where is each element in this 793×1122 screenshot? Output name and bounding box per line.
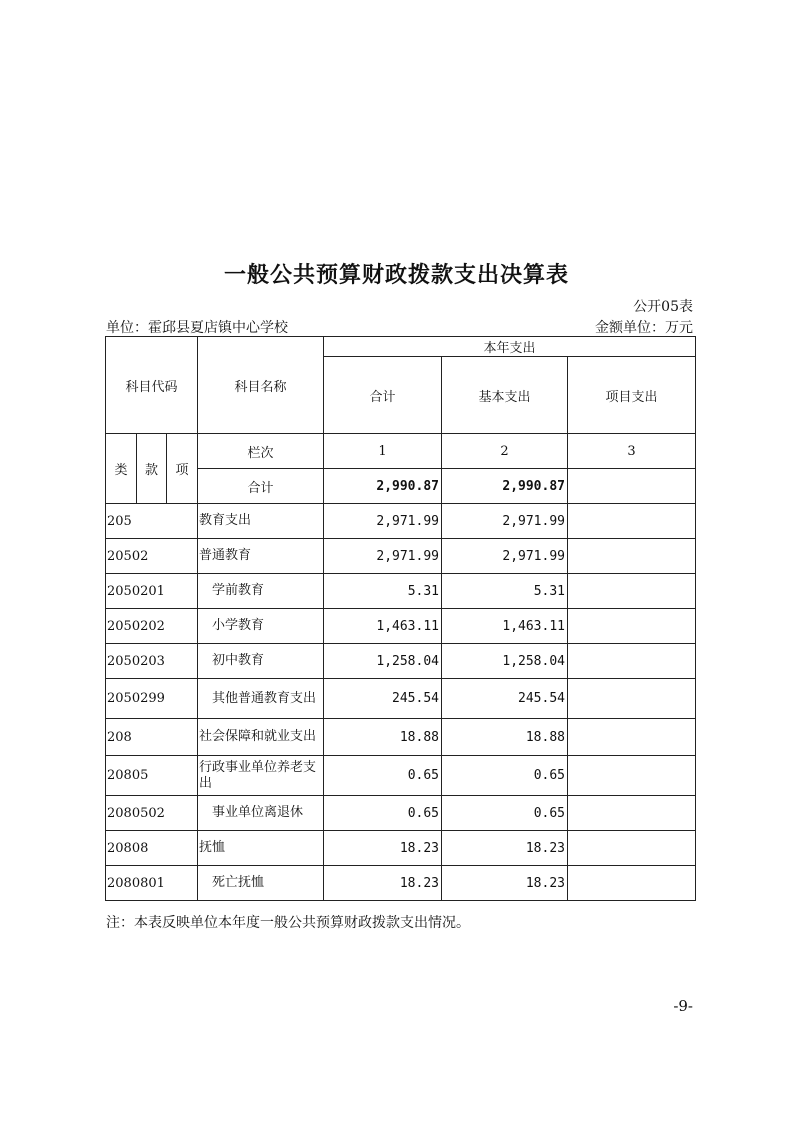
row-basic: 245.54 (442, 679, 568, 719)
row-basic: 18.88 (442, 719, 568, 756)
row-code: 2080801 (106, 866, 198, 901)
expenditure-table (105, 336, 696, 901)
row-code: 208 (106, 719, 198, 756)
header-project: 项目支出 (568, 357, 696, 434)
row-name: 事业单位离退休 (198, 796, 324, 831)
row-code: 2050202 (106, 609, 198, 644)
table-row (106, 539, 696, 574)
row-total: 18.23 (324, 866, 442, 901)
table-note: 注：本表反映单位本年度一般公共预算财政拨款支出情况。 (106, 915, 470, 931)
table-row (106, 866, 696, 901)
row-basic: 18.23 (442, 866, 568, 901)
row-name: 学前教育 (198, 574, 324, 609)
table-row (106, 609, 696, 644)
row-name: 行政事业单位养老支出 (198, 756, 324, 796)
header-current-year: 本年支出 (324, 337, 696, 357)
table-row (106, 756, 696, 796)
row-basic: 0.65 (442, 756, 568, 796)
row-project (568, 866, 696, 901)
table-row (106, 574, 696, 609)
row-basic: 5.31 (442, 574, 568, 609)
table-row (106, 679, 696, 719)
table-row (106, 644, 696, 679)
row-name: 社会保障和就业支出 (198, 719, 324, 756)
row-name: 初中教育 (198, 644, 324, 679)
row-project (568, 831, 696, 866)
row-code: 2050299 (106, 679, 198, 719)
table-row (106, 831, 696, 866)
row-project (568, 679, 696, 719)
row-basic: 2,971.99 (442, 504, 568, 539)
row-basic: 2,971.99 (442, 539, 568, 574)
row-basic: 1,258.04 (442, 644, 568, 679)
row-project (568, 644, 696, 679)
table-row (106, 796, 696, 831)
row-total: 5.31 (324, 574, 442, 609)
row-name: 死亡抚恤 (198, 866, 324, 901)
row-basic: 1,463.11 (442, 609, 568, 644)
row-basic: 0.65 (442, 796, 568, 831)
row-name: 小学教育 (198, 609, 324, 644)
header-code: 科目代码 (106, 337, 198, 434)
row-code: 20805 (106, 756, 198, 796)
column-number-2: 2 (442, 434, 568, 469)
row-name: 其他普通教育支出 (198, 679, 324, 719)
total-amount: 2,990.87 (324, 469, 442, 504)
row-total: 18.23 (324, 831, 442, 866)
row-total: 245.54 (324, 679, 442, 719)
row-project (568, 756, 696, 796)
row-project (568, 504, 696, 539)
row-total: 2,971.99 (324, 539, 442, 574)
row-project (568, 719, 696, 756)
row-name: 普通教育 (198, 539, 324, 574)
page-number: -9- (673, 997, 693, 1015)
header-xiang: 项 (167, 434, 198, 504)
total-basic: 2,990.87 (442, 469, 568, 504)
row-code: 20502 (106, 539, 198, 574)
row-basic: 18.23 (442, 831, 568, 866)
row-code: 2050201 (106, 574, 198, 609)
column-number-1: 1 (324, 434, 442, 469)
header-column-no: 栏次 (198, 434, 324, 469)
row-total: 2,971.99 (324, 504, 442, 539)
document-title: 一般公共预算财政拨款支出决算表 (223, 263, 569, 288)
row-name: 教育支出 (198, 504, 324, 539)
total-project (568, 469, 696, 504)
row-code: 2080502 (106, 796, 198, 831)
row-total: 0.65 (324, 796, 442, 831)
row-total: 18.88 (324, 719, 442, 756)
header-total: 合计 (324, 357, 442, 434)
row-code: 2050203 (106, 644, 198, 679)
row-project (568, 539, 696, 574)
header-basic: 基本支出 (442, 357, 568, 434)
row-project (568, 574, 696, 609)
row-name: 抚恤 (198, 831, 324, 866)
header-kuan: 款 (137, 434, 167, 504)
row-code: 205 (106, 504, 198, 539)
header-lei: 类 (106, 434, 137, 504)
table-row (106, 719, 696, 756)
form-number: 公开05表 (633, 299, 693, 315)
total-label: 合计 (198, 469, 324, 504)
amount-unit: 金额单位：万元 (595, 320, 693, 336)
reporting-unit: 单位：霍邱县夏店镇中心学校 (106, 320, 288, 336)
table-row (106, 504, 696, 539)
row-total: 1,463.11 (324, 609, 442, 644)
row-total: 1,258.04 (324, 644, 442, 679)
row-project (568, 796, 696, 831)
row-project (568, 609, 696, 644)
row-code: 20808 (106, 831, 198, 866)
row-total: 0.65 (324, 756, 442, 796)
column-number-3: 3 (568, 434, 696, 469)
header-name: 科目名称 (198, 337, 324, 434)
